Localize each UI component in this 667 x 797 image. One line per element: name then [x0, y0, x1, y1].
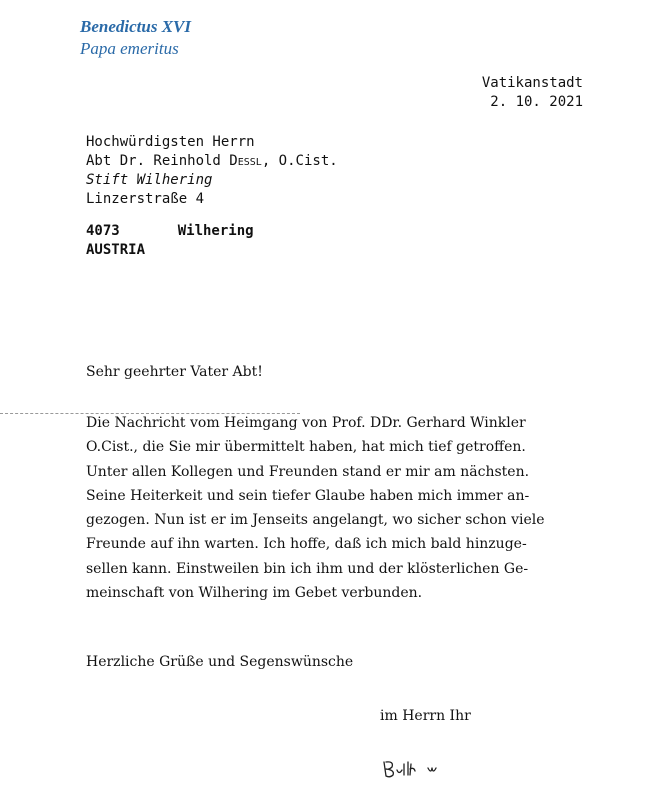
letterhead: [80, 16, 191, 60]
recipient-institution: Stift Wilhering: [86, 172, 213, 188]
body-line: O.Cist., die Sie mir übermittelt haben, hat mich tief getroffen.: [86, 439, 526, 456]
postcode: 4073: [86, 223, 120, 239]
recipient-address: [86, 133, 338, 209]
signature-drawing: [380, 758, 460, 782]
letterhead-title: Papa emeritus: [80, 39, 179, 58]
signature: [380, 758, 460, 786]
body-line: sellen kann. Einstweilen bin ich ihm und der klösterlichen Ge-: [86, 560, 529, 577]
body-line: meinschaft von Wilhering im Gebet verbunden.: [86, 585, 423, 602]
regards-line: im Herrn Ihr: [380, 708, 471, 724]
recipient-prefix: Abt Dr. Reinhold: [86, 153, 230, 169]
letter-body: [86, 411, 586, 605]
postal-block: [86, 222, 254, 260]
letterhead-name: Benedictus XVI: [80, 17, 191, 36]
place: Vatikanstadt: [481, 75, 583, 91]
body-line: Unter allen Kollegen und Freunden stand er mir am nächsten.: [86, 463, 530, 480]
body-line: gezogen. Nun ist er im Jenseits angelangt, wo sicher schon viele: [86, 512, 545, 529]
recipient-line-4: Linzerstraße 4: [86, 191, 205, 207]
date: 2. 10. 2021: [490, 94, 583, 110]
body-line: Die Nachricht vom Heimgang von Prof. DDr. Gerhard Winkler: [86, 415, 526, 431]
body-line: Seine Heiterkeit und sein tiefer Glaube haben mich immer an-: [86, 487, 530, 504]
recipient-line-2: [86, 152, 338, 171]
city: Wilhering: [177, 223, 254, 239]
recipient-suffix: , O.Cist.: [261, 153, 338, 169]
recipient-line-3: [86, 171, 338, 190]
country: AUSTRIA: [86, 242, 146, 258]
recipient-surname: Dessl: [229, 153, 262, 169]
postal-line: [86, 222, 254, 241]
salutation: Sehr geehrter Vater Abt!: [86, 364, 263, 380]
place-date: [482, 74, 583, 112]
recipient-line-1: Hochwürdigsten Herrn: [86, 134, 255, 150]
body-line: Freunde auf ihn warten. Ich hoffe, daß ich mich bald hinzuge-: [86, 536, 527, 553]
closing-line: Herzliche Grüße und Segenswünsche: [86, 654, 354, 670]
